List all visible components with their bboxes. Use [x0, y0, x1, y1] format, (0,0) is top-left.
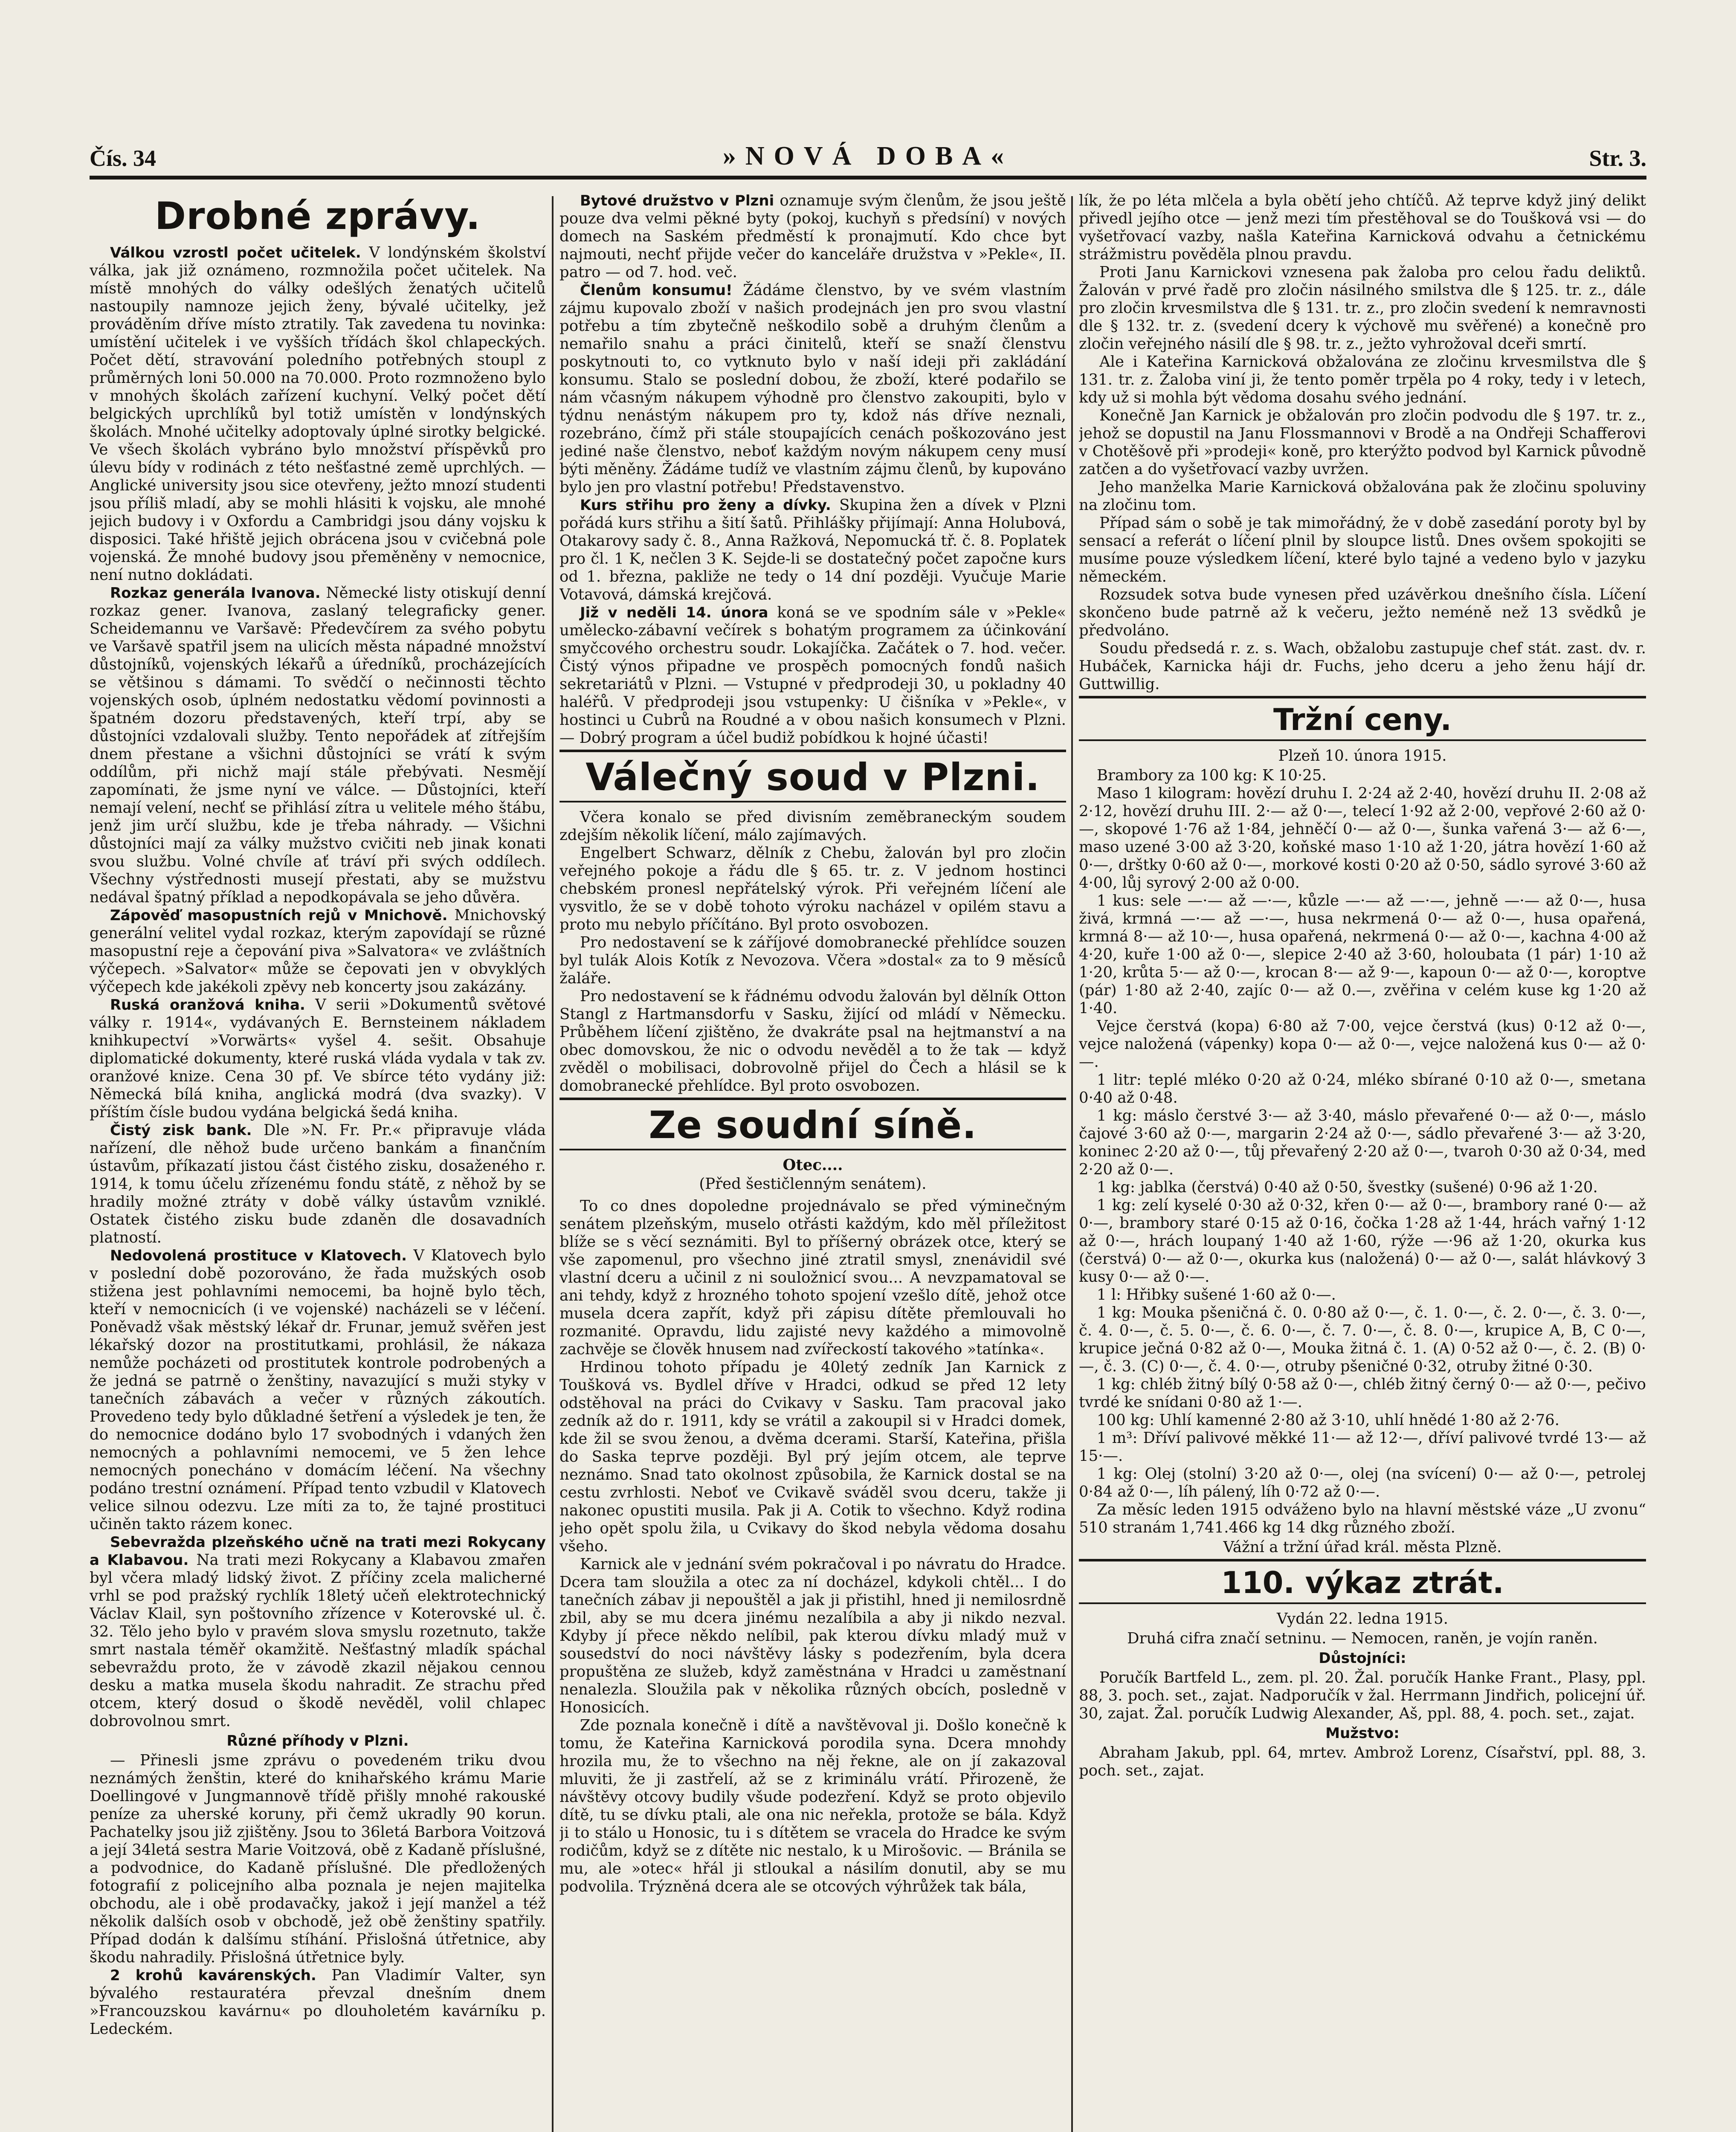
article: [559, 604, 1066, 747]
article-paragraph: Pro nedostavení se k záříjové domobranecké přehlídce souzen byl tulák Alois Kotík z Nevozova. Včera »dostal« za to 9 měsíců žaláře.: [559, 934, 1066, 987]
masthead: [90, 136, 1646, 180]
article-lead: Zápověď masopustních rejů v Mnichově.: [110, 907, 448, 924]
article-paragraph: Včera konalo se před divisním zeměbraneckým soudem zdejším několik líčení, málo zajímavých.: [559, 808, 1066, 844]
article-paragraph: Jeho manželka Marie Karnicková obžalována pak že zločinu spoluviny na zločinu tom.: [1079, 478, 1646, 514]
section-heading-market-prices: Tržní ceny.: [1079, 696, 1646, 741]
article-text: Pan Vladimír Valter, syn bývalého restauratéra převzal dnešním dnem »Francouzskou kavárnu« po dlouholetém kavárníku p. Ledeckém.: [90, 1967, 546, 2038]
page-number: Str. 3.: [1589, 145, 1646, 171]
article-text: Na trati mezi Rokycany a Klabavou zmařen byl včera mladý lidský život. Z příčiny zcela malicherné vrhl se pod pražský rychlík 18letý učeň elektrotechnický Václav Klail, syn poštovního zřízence v Koterovské ul. č. 32. Tělo jeho bylo v pravém slova smyslu rozetnuto, takže smrt nastala téměř okamžitě. Nešťastný mladík spáchal sebevraždu proto, že v závodě zkazil nějakou cennou desku a matka musela škodu nahradit. Ze strachu před otcem, který dosud o škodě nevěděl, volil chlapec dobrovolnou smrt.: [90, 1551, 546, 1730]
article: [90, 907, 546, 996]
article-paragraph: Proti Janu Karnickovi vznesena pak žaloba pro celou řadu deliktů. Žalován v prvé řadě pro zločin násilného smilstva dle § 125. tr. z., dále pro zločin krvesmilstva dle § 131. tr. z., pro zločin svedení k nemravnosti dle § 132. tr. z. (svedení dcery k výchově mu svěřené) a konečně pro zločin veřejného násilí dle § 98. tr. z., ježto vyhrožoval dceři smrtí.: [1079, 264, 1646, 353]
price-entry: Maso 1 kilogram: hovězí druhu I. 2·24 až 2·40, hovězí druhu II. 2·08 až 2·12, hovězí druhu III. 2·— až 0·—, telecí 1·92 až 2·00, vepřové 2·60 až 0·—, skopové 1·76 až 1·84, jehněčí 0·— až 0·—, šunka vařená 3·— až 6·—, maso uzené 3·00 až 3·20, koňské maso 1·10 až 1·20, játra hovězí 1·60 až 0·—, drštky 0·60 až 0·—, morkové kosti 0·20 až 0·50, sádlo syrové 3·60 až 4·00, lůj syrový 2·00 až 0·00.: [1079, 785, 1646, 892]
article-text: V Klatovech bylo v poslední době pozorováno, že řada mužských osob stižena jest pohlavními nemocemi, ba hojně bylo těch, kteří v nemocnicích (i ve vojenské) nacházeli se v léčení. Poněvadž však městský lékař dr. Frunar, jemuž svěřen jest lékařský dozor na prostitutkami, prohlásil, že nákaza nemůže pocházeti od prostitutek kontrole podrobených a že jedná se patrně o ženštiny, navazující s muži styky v tanečních zábavách a večer v různých zákoutích. Provedeno tedy bylo důkladné šetření a výsledek je ten, že do nemocnice dodáno bylo 17 svobodných i vdaných žen nemocných a pohlavními nemocemi, ve 5 žen lehce nemocných ponecháno v domácím léčení. Na všechny podáno trestní oznámení. Případ tento vzbudil v Klatovech velice silnou odezvu. Lze míti za to, že tajné prostituci učiněn takto rázem konec.: [90, 1247, 546, 1533]
article-paragraph: Ale i Kateřina Karnicková obžalována ze zločinu krvesmilstva dle § 131. tr. z. Žaloba viní ji, že tento poměr trpěla po 4 roky, tedy i v letech, kdy už si mohla být vědoma dosahu svého jednání.: [1079, 353, 1646, 406]
article-paragraph: Rozsudek sotva bude vynesen před uzávěrkou dnešního čísla. Líčení skončeno bude patrně až k večeru, ježto neméně než 13 svědků je předvoláno.: [1079, 586, 1646, 639]
article: [90, 244, 546, 584]
price-office-signature: Vážní a tržní úřad král. města Plzně.: [1223, 1538, 1502, 1556]
article-paragraph: Konečně Jan Karnick je obžalován pro zločin podvodu dle § 197. tr. z., jehož se dopustil na Janu Flossmannovi v Brodě a na Ondřeji Schafferovi v Chotěšově při »prodeji« koně, pro kterýžto podvod byl Karnick původně zatčen a do vyšetřovací vazby uvržen.: [1079, 407, 1646, 478]
article: [90, 1533, 546, 1730]
article: [90, 1121, 546, 1247]
article-lead: Členům konsumu!: [580, 282, 733, 299]
article-paragraph: Hrdinou tohoto případu je 40letý zedník Jan Karnick z Toušková vs. Bydlel dříve v Hradci, odkud se před 12 lety odstěhoval na práci do Cvikavy v Sasku. Tam pracoval jako zedník až do r. 1911, kdy se vrátil a zakoupil si v Hradci domek, kde žil se svou ženou, a dvěma dcerami. Starší, Kateřina, přišla do Saska teprve později. Byl prý jejím otcem, ale teprve neznámo. Snad tato okolnost způsobila, že Karnick dostal se na cestu zvrhlosti. Neboť ve Cvikavě sváděl svou dceru, takže ji nakonec opustiti musila. Pak ji A. Cotik to všechno. Když rodina jeho opět spolu žila, u Cvikavy do škod nebyla vědoma dosahu všeho.: [559, 1359, 1066, 1555]
casualty-list-note: Druhá cifra značí setninu. — Nemocen, raněn, je vojín raněn.: [1127, 1630, 1598, 1647]
article-lead: Již v neděli 14. února: [580, 604, 768, 621]
price-entry: 1 kg: chléb žitný bílý 0·58 až 0·—, chléb žitný černý 0·— až 0·—, pečivo tvrdé ke snídani 0·80 až 1·—.: [1079, 1376, 1646, 1411]
column-divider: [552, 196, 554, 2132]
casualty-entry: Poručík Bartfeld L., zem. pl. 20. Žal. poručík Hanke Frant., Plasy, ppl. 88, 3. poch. set., zajat. Nadporučík v žal. Herrmann Jindřich, policejní úř. 30, zajat. Žal. poručík Ludwig Alexander, Aš, ppl. 88, 4. poch. set., zajat.: [1079, 1669, 1646, 1722]
price-entry: 1 l: Hřibky sušené 1·60 až 0·—.: [1097, 1286, 1336, 1304]
section-heading-news: Drobné zprávy.: [155, 194, 481, 238]
casualty-entry: Abraham Jakub, ppl. 64, mrtev. Ambrož Lorenz, Císařství, ppl. 88, 3. poch. set., zajat.: [1079, 1744, 1646, 1779]
article-text: Žádáme členstvo, by ve svém vlastním zájmu kupovalo zboží v našich prodejnách jen pro svou vlastní potřebu a tím zbytečně neškodilo sobě a druhým členům a nemařilo snahu a práci činitelů, kteří se snaží členstvu poskytnouti to, co vytknuto bylo v naší ideji při zakládání konsumu. Stalo se poslední dobou, že zboží, které podařilo se nám včasným nákupem výhodně pro členstvo zakoupiti, bylo v týdnu nenástým nákupem pro ty, kdož nás dříve neznali, rozebráno, čímž při stále stoupajících cenách poškozováno jest jediné naše členstvo, neboť každým novým nákupem ceny musí býti měněny. Žádáme tudíž ve vlastním zájmu členů, by kupováno bylo jen pro vlastní potřebu! Představenstvo.: [559, 281, 1066, 496]
article: [90, 1967, 546, 2038]
article: [90, 1752, 546, 1967]
price-entry: Za měsíc leden 1915 odváženo bylo na hlavní městské váze „U zvonu“ 510 stranám 1,741.466 kg 14 dkg různého zboží.: [1079, 1501, 1646, 1536]
article-text: Skupina žen a dívek v Plzni pořádá kurs střihu a šití šatů. Přihlášky přijímají: Anna Holubová, Otakarovy sady č. 8., Anna Ražková, Nepomucká tř. č. 8. Poplatek pro čl. 1 K, nečlen 3 K. Sejde-li se dostatečný počet započne kurs od 1. března, pakliže ne tedy o 14 dní později. Vyučuje Marie Votavová, dámská krejčová.: [559, 496, 1066, 603]
article-text: V serii »Dokumentů světové války r. 1914«, vydávaných E. Bernsteinem nákladem knihkupectví »Vorwärts« vyšel 4. sešit. Obsahuje diplomatické dokumenty, které ruská vláda vydala v tak zv. oranžové knize. Cena 30 pf. Ve sbírce této vydány již: Německá bílá kniha, anglická modrá (dva svazky). V příštím čísle budou vydána belgická šedá kniha.: [90, 996, 546, 1121]
article-paragraph: Engelbert Schwarz, dělník z Chebu, žalován byl pro zločin veřejného pokoje a řádu dle § 65. tr. z. V jednom hostinci chebském pronesl nepřátelský výrok. Při veřejném líčení ale vysvitlo, že se v době tohoto výroku nacházel v opilém stavu a proto mu nebylo příčítáno. Byl proto osvobozen.: [559, 844, 1066, 933]
price-entry: 1 kg: Mouka pšeničná č. 0. 0·80 až 0·—, č. 1. 0·—, č. 2. 0·—, č. 3. 0·—, č. 4. 0·—, č. 5. 0·—, č. 6. 0·—, č. 7. 0·—, č. 8. 0·—, krupice A, B, C 0·—, krupice ječná 0·82 až 0·—, Mouka žitná č. 1. (A) 0·52 až 0·—, č. 2. (B) 0·—, č. 3. (C) 0·—, č. 4. 0·—, otruby pšeničné 0·32, otruby žitné 0·30.: [1079, 1304, 1646, 1375]
article-text: Mnichovský generální velitel vydal rozkaz, kterým zapovídají se různé masopustní reje a čepování piva »Salvatora« ve zvláštních výčepech. »Salvator« může se čepovati jen v obvyklých výčepech kde jakékoli zpěvy neb koncerty jsou zakázány.: [90, 907, 546, 996]
article: [559, 281, 1066, 496]
price-entry: 1 kg: Olej (stolní) 3·20 až 0·—, olej (na svícení) 0·— až 0·—, petrolej 0·84 až 0·—, líh pálený, líh 0·72 až 0·—.: [1079, 1465, 1646, 1501]
column-2: [559, 192, 1066, 2132]
column-3: [1079, 192, 1646, 2132]
article-paragraph: To co dnes dopoledne projednávalo se před výminečným senátem plzeňským, muselo otřásti každým, kdo měl příležitost blíže se s věcí seznámiti. Byl to příšerný obrázek otce, který se vše zapomenul, pro všechno jiné ztratil smysl, znenávidil své vlastní dceru a učinil z ni souložnicí svou... A nevzpamatoval se ani tehdy, když z hrozného tohoto spojení vzešlo dítě, jehož otce musela dcera zapřít, když při zápisu dítěte přemlouvali ho rozmanité. Opravdu, lidu zajisté nevy každého a mimovolně zachvěje se člověk hnusem nad zvířeckostí takového »tatínka«.: [559, 1197, 1066, 1358]
article-lead: Čistý zisk bank.: [110, 1122, 252, 1139]
article-text: Německé listy otiskují denní rozkaz gener. Ivanova, zaslaný telegraficky gener. Scheidemannu ve Varšavě: Předevčírem za svého pobytu ve Varšavě spatřil jsem na ulicích města nápadné množství důstojníků, vojenských lékařů a úředníků, procházejících se většinou s dámami. To svědčí o nečinnosti těchto vojenských osob, úplném nedostatku vědomí povinnosti a špatném dozoru představených, kteří trpí, aby se důstojníci vzdalovali služby. Tento nepořádek ať zítřejším dnem přestane a všichni důstojníci se vrátí k svým oddílům, při nichž mají stále přebývati. Nesmějí zapomínati, že jsme nyní ve válce. — Důstojníci, kteří nemají velení, nechť se přihlásí zítra u velitele mého štábu, jenž jim určí službu, kde je třeba náhrady. — Všichni důstojníci mají za války mužstvo cvičiti neb jinak konati svou službu. Volné chvíle ať tráví při svých oddílech. Všechny výstřednosti musejí přestati, aby se mužstvu nedával špatný příklad a nepodkopávala se jeho důvěra.: [90, 584, 546, 906]
article: [90, 584, 546, 907]
column-1: [90, 192, 546, 2132]
article-text: koná se ve spodním sále v »Pekle« umělecko-zábavní večírek s bohatým programem za účinkování smyčcového orchestru soudr. Lokajíčka. Začátek o 7. hod. večer. Čistý výnos připadne ve prospěch pomocných fondů našich sekretariátů v Plzni. — Vstupné v předprodeji 30, u pokladny 40 haléřů. V předprodeji jsou vstupenky: U čišníka v »Pekle«, v hostinci u Cubrů na Roudné a v obou našich konsumech v Plzni. — Dobrý program a účel budiž pobídkou k hojné účasti!: [559, 604, 1066, 747]
article: [90, 996, 546, 1121]
newspaper-title: »NOVÁ DOBA«: [722, 142, 1014, 171]
price-entry: Brambory za 100 kg: K 10·25.: [1097, 767, 1327, 784]
column-divider: [1071, 196, 1073, 2132]
article-lead: Rozkaz generála Ivanova.: [110, 585, 321, 602]
section-heading-war-court: Válečný soud v Plzni.: [559, 750, 1066, 802]
issue-number: Čís. 34: [90, 145, 157, 171]
price-entry: 100 kg: Uhlí kamenné 2·80 až 3·10, uhlí hnědé 1·80 až 2·76.: [1097, 1411, 1560, 1429]
article-text: oznamuje svým členům, že jsou ještě pouze dva velmi pěkné byty (pokoj, kuchyň s předsíní) v nových domech na Saském předměstí k pronajmutí. Kdo chce byt najmouti, nechť přijde večer do kanceláře družstva v »Pekle«, II. patro — od 7. hod. več.: [559, 192, 1066, 281]
article-lead: 2 krohů kavárenských.: [110, 1967, 316, 1984]
price-entry: 1 kg: máslo čerstvé 3·— až 3·40, máslo převařené 0·— až 0·—, máslo čajové 3·60 až 0·—, margarin 2·24 až 0·—, sádlo převařené 3·— až 3·20, koninec 2·20 až 0·—, tůj převařený 2·20 až 0·—, tvaroh 0·30 až 0·34, med 2·20 až 0·—.: [1079, 1107, 1646, 1178]
article: [559, 192, 1066, 281]
casualty-list-date: Vydán 22. ledna 1915.: [1276, 1610, 1449, 1628]
article-text: Dle »N. Fr. Pr.« připravuje vláda nařízení, dle něhož bude určeno bankám a finančním ústavům, příkazatí jistou část čistého zisku, dosaženého r. 1914, k tomu účelu zřízenému fondu státě, z něhož by se hradily možné ztráty v době války ústavům vzniklé. Ostatek čistého zisku bude zdaněn dle dosavadních platností.: [90, 1121, 546, 1246]
article-text: V londýnském školství válka, jak již oznámeno, rozmnožila počet učitelek. Na místě mnohých do války odešlých ženatých učitelů nastoupily namnoze jejich ženy, bývalé učitelky, jež prováděním dříve místo ztratily. Tak zavedena tu novinka: umístění učitelek i ve vyšších třídách škol chlapeckých. Počet dětí, stravování poledního potřebných stoupl z průměrných loni 50.000 na 70.000. Proto rozmnoženo bylo v mnohých školách zařízení kuchyní. Velký počet dětí belgických uprchlíků byl totiž umístěn v londýnských školách. Mnohé učitelky adoptovaly úplné sirotky belgické. Ve všech školách vybráno bylo množství příspěvků pro úlevu bídy v rodinách z této nešťastné země uprchlých. — Anglické university jsou sice otevřeny, ježto mnozí studenti jsou příliš mladí, aby se mohli hlásiti k vojsku, ale mnohé jejich budovy i v Oxfordu a Cambridgi jsou dány vojsku k disposici. Také hřiště jejich obrácena jsou v cvičebná pole vojenská. Že mnohé budovy jsou přeměněny v nemocnice, není nutno dokládati.: [90, 244, 546, 584]
article-subtitle: (Před šestičlenným senátem).: [699, 1175, 927, 1193]
casualty-subheading-officers: Důstojníci:: [1319, 1650, 1406, 1667]
price-entry: 1 kus: sele —·— až —·—, kůzle —·— až —·—, jehně —·— až 0·—, husa živá, krmná —·— až —·—, husa nekrmená 0·— až 0·—, husa opařená, krmná 8·— až 10·—, husa opařená, nekrmená 0·— až 0·—, kachna 4·00 až 4·20, kuře 1·00 až 0·—, slepice 2·40 až 3·60, holoubata (1 pár) 1·10 až 1·20, krůta 5·— až 0·—, krocan 8·— až 9·—, kapoun 0·— až 0·—, koroptve (pár) 1·80 až 2·40, zajíc 0·— až 0.—, zvěřina v celém kuse kg 1·20 až 1·40.: [1079, 892, 1646, 1017]
article-lead: Válkou vzrostl počet učitelek.: [110, 244, 361, 261]
article-lead: Bytové družstvo v Plzni: [580, 192, 774, 209]
article-lead: Kurs střihu pro ženy a dívky.: [580, 497, 831, 514]
article-paragraph: lík, že po léta mlčela a byla obětí jeho chtíčů. Až teprve když jiný delikt přivedl jejího otce — jenž mezi tím přestěhoval se do Toušková vsi — do vyšetřovací vazby, našla Kateřina Karnicková odvahu a četnickému strážmistru pověděla plnou pravdu.: [1079, 192, 1646, 263]
article-text: — Přinesli jsme zprávu o povedeném triku dvou neznámých ženštin, které do knihařského krámu Marie Doellingové v Jungmannově třídě přišly mnohé rakouské peníze za uherské koruny, při čemž ukradly 90 korun. Pachatelky jsou již zjištěny. Jsou to 36letá Barbora Voitzová a její 34letá sestra Marie Voitzová, obě z Kadaně příslušné, a podvodnice, do Kadaně příslušné. Dle předložených fotografií z policejního alba poznala je nejen majitelka obchodu, ale i obě prodavačky, jakož i její manžel a též několik dalších osob v obchodě, jež obě ženštiny spatřily. Případ dodán k dalšímu stíhání. Přislošná útřetnice, aby škodu nahradily. Přislošná útřetnice byly.: [90, 1752, 546, 1966]
article-paragraph: Pro nedostavení se k řádnému odvodu žalován byl dělník Otton Stangl z Hartmansdorfu v Sasku, žijící od mládí v Německu. Průběhem líčení zjištěno, že dvakráte psal na hejtmanství a na obec domovskou, že nic o odvodu nevěděl a to že tak — když zvěděl o mobilisaci, dobrovolně přijel do Čech a hlásil se k domobranecké přehlídce. Byl proto osvobozen.: [559, 988, 1066, 1095]
article-paragraph: Karnick ale v jednání svém pokračoval i po návratu do Hradce. Dcera tam sloužila a otec za ní docházel, kdykoli chtěl... I do tanečních zábav ji nepouštěl a jak ji přistihl, hned ji nemilosrdně zbil, aby se mu dcera jinému nezalíbila a aby ji nikdo nezval. Kdyby jí přece někdo nelíbil, pak kterou dívku mladý muž v sousedství do noci návštěvy lásky s podezřením, byla dcera propuštěna ze služeb, když zaměstnána v Hradci u zaměstnaní nenalezla. Sloužila pak v několika různých obcích, posledně v Honosicích.: [559, 1556, 1066, 1716]
article: [559, 496, 1066, 604]
subheading-plzen-incidents: Různé příhody v Plzni.: [226, 1732, 409, 1750]
article-lead: Sebevražda plzeňského učně na trati mezi Rokycany a Klabavou.: [90, 1534, 546, 1569]
article-lead: Nedovolená prostituce v Klatovech.: [110, 1247, 407, 1264]
price-entry: Vejce čerstvá (kopa) 6·80 až 7·00, vejce čerstvá (kus) 0·12 až 0·—, vejce naložená (vápenky) kopa 0·— až 0·—, vejce naložená kus 0·— až 0·—.: [1079, 1017, 1646, 1071]
section-heading-court-room: Ze soudní síně.: [559, 1098, 1066, 1150]
casualty-subheading-men: Mužstvo:: [1325, 1725, 1400, 1742]
section-heading-casualty-list: 110. výkaz ztrát.: [1079, 1559, 1646, 1604]
article: [90, 1247, 546, 1533]
article-paragraph: Případ sám o sobě je tak mimořádný, že v době zasedání poroty byl by sensací a referát o líčení plnil by sloupce listů. Dnes ovšem spokojiti se musíme pouze výsledkem líčení, které bylo tajné a vedeno bylo v jazyku německém.: [1079, 514, 1646, 585]
market-date: Plzeň 10. února 1915.: [1278, 747, 1447, 765]
article-paragraph: Zde poznala konečně i dítě a navštěvoval ji. Došlo konečně k tomu, že Kateřina Karnicková porodila syna. Dcera mnohdy hrozila mu, že to všechno na něj řekne, ale on jí zakazoval mluviti, že ji zastřelí, až se z kriminálu vrátí. Přirozeně, že návštěvy otcovy budily všude podezření. Když se proto objevilo dítě, tu se dívku ptali, ale ona nic neřekla, protože se bála. Když ji to stálo u Honosic, tu i s dítětem se vracela do Hradce ke svým rodičům, když se z dítěte nic nestalo, k u Mirošovic. — Bránila se mu, ale »otec« hřál ji stloukal a násilím donutil, aby se mu podvolila. Trýzněná dcera ale se otcových výhrůžek tak bála,: [559, 1717, 1066, 1895]
article-paragraph: Soudu předsedá r. z. s. Wach, obžalobu zastupuje chef stát. zast. dv. r. Hubáček, Karnicka háji dr. Fuchs, jeho dceru a jeho ženu hájí dr. Guttwillig.: [1079, 640, 1646, 693]
price-entry: 1 m³: Dříví palivové měkké 11·— až 12·—, dříví palivové tvrdé 13·— až 15·—.: [1079, 1429, 1646, 1465]
price-entry: 1 kg: jablka (čerstvá) 0·40 až 0·50, švestky (sušené) 0·96 až 1·20.: [1097, 1179, 1598, 1196]
price-entry: 1 kg: zelí kyselé 0·30 až 0·32, křen 0·— až 0·—, brambory rané 0·— až 0·—, brambory staré 0·15 až 0·16, čočka 1·28 až 1·44, hrách vařný 1·12 až 0·—, hrách loupaný 1·40 až 1·60, rýže —·96 až 1·20, okurka kus (čerstvá) 0·— až 0·—, okurka kus (naložená) 0·— až 0·—, salát hlávkový 3 kusy 0·— až 0·—.: [1079, 1196, 1646, 1286]
price-entry: 1 litr: teplé mléko 0·20 až 0·24, mléko sbírané 0·10 až 0·—, smetana 0·40 až 0·48.: [1079, 1071, 1646, 1107]
article-lead: Ruská oranžová kniha.: [110, 996, 305, 1014]
article-title: Otec....: [783, 1156, 843, 1174]
